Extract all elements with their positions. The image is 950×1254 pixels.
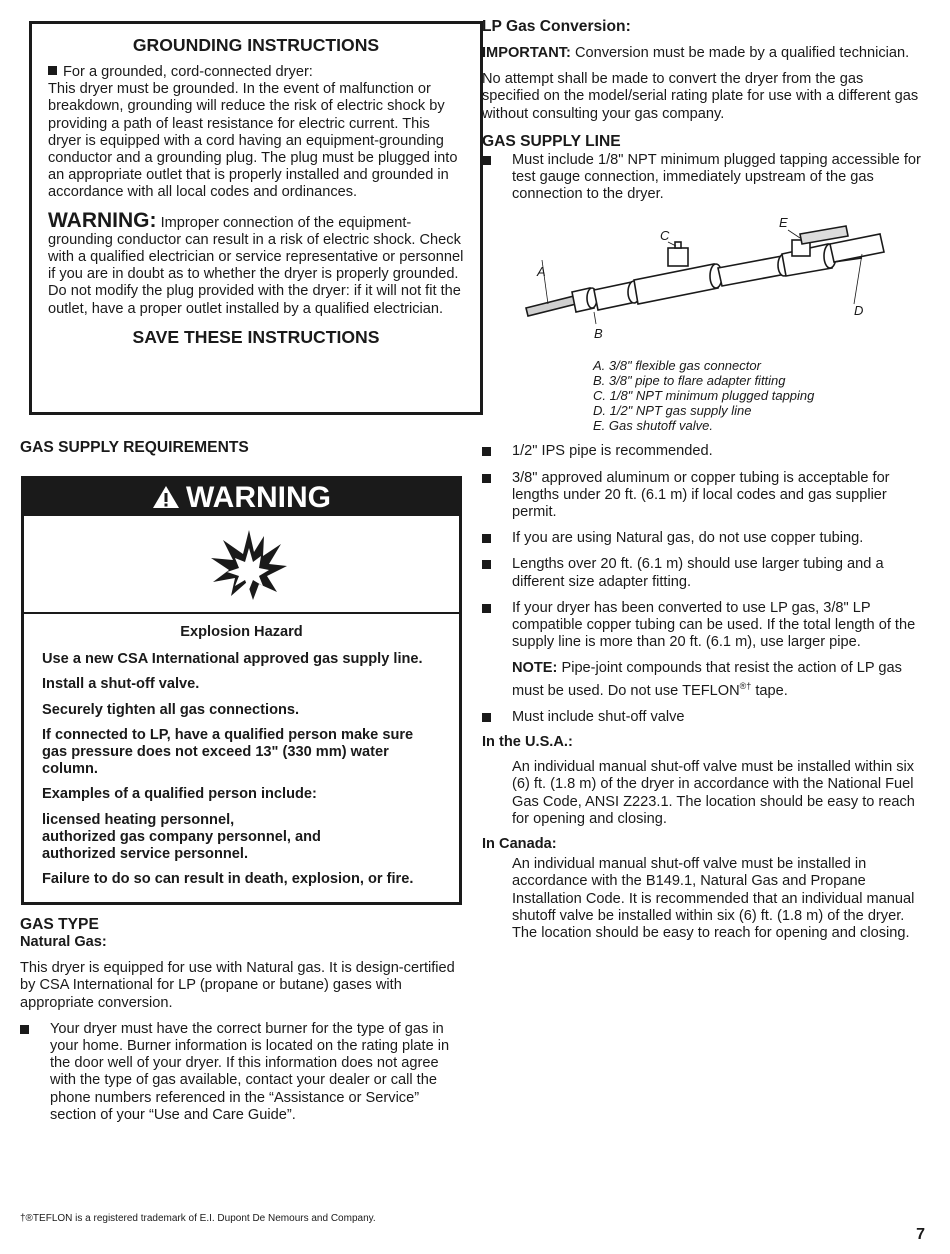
page-number: 7 bbox=[916, 1226, 925, 1243]
legend-item: C. 1/8" NPT minimum plugged tapping bbox=[593, 388, 815, 404]
warning-header bbox=[24, 479, 459, 516]
explosion-icon-area bbox=[24, 516, 459, 614]
footnote: †®TEFLON is a registered trademark of E.I. Dupont De Nemours and Company. bbox=[20, 1213, 376, 1224]
important-text: Conversion must be made by a qualified technician. bbox=[574, 45, 910, 61]
grounding-paragraph bbox=[48, 64, 464, 202]
bullet-text: 3/8" approved aluminum or copper tubing is acceptable for lengths under 20 ft. (6.1 m) if local codes and gas supplier permit. bbox=[512, 469, 890, 521]
bullet-square-icon bbox=[482, 534, 491, 543]
bullet-square-icon bbox=[482, 560, 491, 569]
tee-fitting-shape bbox=[634, 264, 718, 304]
legend-item: A. 3/8" flexible gas connector bbox=[593, 358, 761, 374]
diagram-label-a: A bbox=[537, 264, 546, 280]
warning-triangle-icon bbox=[152, 485, 180, 509]
warning-hazard-title: Explosion Hazard bbox=[180, 624, 303, 640]
grounding-body: This dryer must be grounded. In the event of malfunction or breakdown, grounding will reduce the risk of electric shock by providing a path of least resistance for electric current. This dryer is equipped with a cord having an equipment-grounding conductor and a grounding plug. The plug must be plugged into an appropriate outlet that is properly installed and grounded in accordance with all local codes and ordinances. bbox=[48, 81, 458, 201]
diagram-label-c: C bbox=[660, 228, 670, 244]
list-item bbox=[482, 470, 924, 522]
warning-header-text: WARNING bbox=[186, 481, 331, 514]
legend-item: D. 1/2" NPT gas supply line bbox=[593, 403, 752, 419]
list-item bbox=[482, 709, 924, 726]
tapping-shape bbox=[668, 248, 688, 266]
diagram-label-b: B bbox=[594, 326, 603, 342]
list-item bbox=[482, 152, 924, 204]
bullet-text: Must include 1/8" NPT minimum plugged tapping accessible for test gauge connection, immediately upstream of the gas connection to the dryer. bbox=[512, 151, 921, 203]
warning-line: Examples of a qualified person include: bbox=[42, 786, 317, 803]
legend-item: B. 3/8" pipe to flare adapter fitting bbox=[593, 373, 786, 389]
important-label: IMPORTANT: bbox=[482, 45, 571, 61]
warning-failure-line: Failure to do so can result in death, explosion, or fire. bbox=[42, 871, 414, 888]
usa-text: An individual manual shut-off valve must be installed within six (6) ft. (1.8 m) of the dryer in accordance with the National Fuel Gas Code, ANSI Z223.1. The location should be easy to reach for opening and closing. bbox=[512, 759, 915, 827]
gas-pipe-diagram bbox=[482, 212, 924, 352]
gas-type-paragraph: This dryer is equipped for use with Natural gas. It is design-certified by CSA International for LP (propane or butane) gases with appropriate conversion. bbox=[20, 960, 455, 1011]
grounding-title: GROUNDING INSTRUCTIONS bbox=[132, 35, 380, 55]
gas-type-heading: GAS TYPE bbox=[20, 916, 99, 933]
grounding-warning-word: WARNING: bbox=[48, 208, 157, 232]
bullet-text: Lengths over 20 ft. (6.1 m) should use larger tubing and a different size adapter fitting. bbox=[512, 556, 884, 590]
gas-supply-line-heading: GAS SUPPLY LINE bbox=[482, 132, 621, 150]
bullet-text: If you are using Natural gas, do not use copper tubing. bbox=[512, 530, 864, 547]
grounding-instructions-box bbox=[29, 21, 483, 415]
note-text: Pipe-joint compounds that resist the action of LP gas must be used. Do not use TEFLON bbox=[512, 660, 902, 699]
warning-box bbox=[21, 476, 462, 905]
right-column bbox=[482, 17, 924, 942]
diagram-label-d: D bbox=[854, 303, 864, 319]
gas-type-bullet-text: Your dryer must have the correct burner for the type of gas in your home. Burner information is located on the rating plate in the door well of your dryer. If this information does not agree with the type of gas available, contact your dealer or call the phone numbers referenced in the “Assistance or Service” section of your “Use and Care Guide”. bbox=[50, 1020, 450, 1123]
bullet-square-icon bbox=[482, 474, 491, 483]
gas-supply-requirements-heading: GAS SUPPLY REQUIREMENTS bbox=[20, 439, 249, 456]
bullet-square-icon bbox=[48, 66, 57, 75]
gas-type-section bbox=[20, 915, 456, 1133]
explosion-icon bbox=[209, 530, 289, 600]
lp-conversion-heading: LP Gas Conversion: bbox=[482, 18, 631, 35]
legend-item: E. Gas shutoff valve. bbox=[593, 418, 713, 434]
lp-paragraph: No attempt shall be made to convert the dryer from the gas specified on the model/serial rating plate for use with a different gas without consulting your gas company. bbox=[482, 71, 919, 122]
pipe-diagram-svg bbox=[482, 212, 924, 352]
list-item bbox=[482, 530, 924, 547]
list-item bbox=[20, 1021, 456, 1124]
bullet-text: Must include shut-off valve bbox=[512, 708, 685, 725]
list-item bbox=[482, 443, 924, 460]
bullet-square-icon bbox=[20, 1025, 29, 1034]
diagram-legend bbox=[593, 358, 924, 433]
grounding-lead: For a grounded, cord-connected dryer: bbox=[63, 64, 313, 80]
flexible-connector-shape bbox=[526, 296, 576, 316]
bullet-square-icon bbox=[482, 604, 491, 613]
lp-important bbox=[482, 45, 924, 62]
diagram-label-e: E bbox=[779, 215, 788, 231]
warning-body bbox=[24, 614, 459, 888]
note-label: NOTE: bbox=[512, 660, 558, 677]
bullet-square-icon bbox=[482, 156, 491, 165]
qualified-persons-list: licensed heating personnel, authorized gas company personnel, and authorized service personnel. bbox=[42, 811, 321, 863]
bullet-square-icon bbox=[482, 447, 491, 456]
bullet-square-icon bbox=[482, 713, 491, 722]
save-instructions: SAVE THESE INSTRUCTIONS bbox=[132, 326, 380, 347]
warning-line: Install a shut-off valve. bbox=[42, 676, 200, 693]
lp-note bbox=[482, 660, 924, 699]
list-item bbox=[482, 556, 924, 590]
natural-gas-subheading: Natural Gas: bbox=[20, 934, 107, 950]
grounding-warning bbox=[48, 208, 464, 318]
canada-heading: In Canada: bbox=[482, 835, 557, 852]
bullet-text: If your dryer has been converted to use LP gas, 3/8" LP compatible copper tubing can be used. If the total length of the supply line is more than 20 ft. (6.1 m), use larger pipe. bbox=[512, 599, 916, 651]
grounding-warning-text: Improper connection of the equipment-grounding conductor can result in a risk of electric shock. Check with a qualified electrician or service representative or personnel if you are in doubt as to whether the dryer is properly grounded. Do not modify the plug provided with the dryer: if it will not fit the outlet, have a proper outlet installed by a qualified electrician. bbox=[48, 214, 464, 317]
warning-line: Securely tighten all gas connections. bbox=[42, 701, 300, 718]
warning-line: If connected to LP, have a qualified person make sure gas pressure does not exceed 13" (330 mm) water column. bbox=[42, 726, 414, 778]
teflon-mark: ®† bbox=[739, 680, 752, 691]
warning-line: Use a new CSA International approved gas supply line. bbox=[42, 651, 423, 668]
list-item bbox=[482, 600, 924, 652]
usa-heading: In the U.S.A.: bbox=[482, 733, 573, 750]
note-text-end: tape. bbox=[751, 682, 788, 699]
bullet-text: 1/2" IPS pipe is recommended. bbox=[512, 443, 713, 460]
canada-text: An individual manual shut-off valve must be installed in accordance with the B149.1, Natural Gas and Propane Installation Code. It is recommended that an individual manual shutoff valve be installed within six (6) ft. (1.8 m) of the dryer. The location should be easy to reach for opening and closing. bbox=[512, 856, 915, 941]
